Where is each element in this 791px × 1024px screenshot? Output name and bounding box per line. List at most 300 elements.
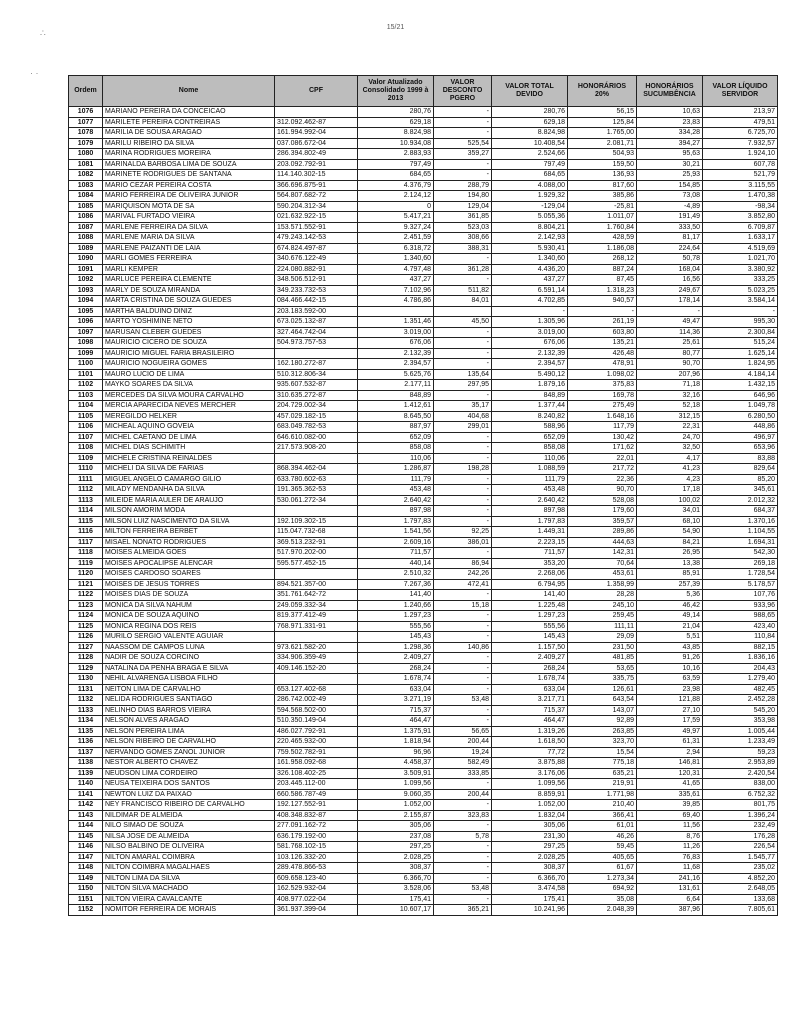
cell-honorarios-sucumbencia: 178,14 [637, 296, 703, 307]
table-row [69, 705, 778, 716]
cell-valor-atualizado: 797,49 [358, 159, 434, 170]
cell-valor-atualizado: 110,06 [358, 453, 434, 464]
cell-nome: MARLI GOMES FERREIRA [103, 254, 275, 265]
cell-cpf: 636.179.192-00 [275, 831, 358, 842]
cell-honorarios-20: 263,85 [568, 726, 637, 737]
cell-nome: NILO SIMAO DE SOUZA [103, 821, 275, 832]
cell-valor-total: 715,37 [492, 705, 568, 716]
cell-nome: NILTON VIEIRA CAVALCANTE [103, 894, 275, 905]
cell-valor-total: 3.875,88 [492, 758, 568, 769]
cell-valor-total: 2.640,42 [492, 495, 568, 506]
cell-valor-desconto: - [434, 863, 492, 874]
cell-honorarios-sucumbencia: 46,42 [637, 600, 703, 611]
cell-nome: MARINETE RODRIGUES DE SANTANA [103, 170, 275, 181]
cell-honorarios-sucumbencia: 17,18 [637, 485, 703, 496]
cell-valor-liquido: 4.519,69 [703, 243, 778, 254]
cell-valor-desconto: 388,31 [434, 243, 492, 254]
cell-valor-liquido: 6.280,50 [703, 411, 778, 422]
cell-honorarios-20: 275,49 [568, 401, 637, 412]
cell-ordem: 1119 [69, 558, 103, 569]
cell-cpf: 277.091.162-72 [275, 821, 358, 832]
cell-valor-atualizado: 237,08 [358, 831, 434, 842]
cell-valor-desconto: - [434, 128, 492, 139]
cell-ordem: 1116 [69, 527, 103, 538]
cell-valor-total: 8.859,91 [492, 789, 568, 800]
cell-nome: MAURO LUCIO DE LIMA [103, 369, 275, 380]
header-valor-liquido: VALOR LÍQUIDO SERVIDOR [703, 76, 778, 107]
cell-valor-desconto: 582,49 [434, 758, 492, 769]
cell-cpf: 486.027.792-91 [275, 726, 358, 737]
table-row [69, 275, 778, 286]
cell-ordem: 1082 [69, 170, 103, 181]
cell-cpf: 510.350.149-04 [275, 716, 358, 727]
cell-valor-desconto: 53,48 [434, 695, 492, 706]
cell-valor-desconto: 200,44 [434, 789, 492, 800]
cell-honorarios-sucumbencia: 394,27 [637, 138, 703, 149]
cell-ordem: 1147 [69, 852, 103, 863]
cell-honorarios-sucumbencia: 8,76 [637, 831, 703, 842]
cell-honorarios-sucumbencia: 76,83 [637, 852, 703, 863]
cell-valor-desconto: 472,41 [434, 579, 492, 590]
cell-ordem: 1125 [69, 621, 103, 632]
cell-honorarios-sucumbencia: 91,26 [637, 653, 703, 664]
table-row [69, 401, 778, 412]
cell-ordem: 1131 [69, 684, 103, 695]
cell-nome: MERCEDES DA SILVA MOURA CARVALHO [103, 390, 275, 401]
cell-honorarios-20: 1.648,16 [568, 411, 637, 422]
cell-honorarios-sucumbencia: 10,16 [637, 663, 703, 674]
cell-nome: MERCIA APARECIDA NEVES MERCHER [103, 401, 275, 412]
cell-valor-atualizado: 2.409,27 [358, 653, 434, 664]
cell-ordem: 1098 [69, 338, 103, 349]
cell-cpf: 361.937.399-04 [275, 905, 358, 916]
table-row [69, 317, 778, 328]
cell-cpf: 103.126.332-20 [275, 852, 358, 863]
cell-valor-liquido: 448,86 [703, 422, 778, 433]
cell-cpf: 286.742.002-49 [275, 695, 358, 706]
cell-honorarios-sucumbencia: 4,23 [637, 474, 703, 485]
cell-valor-total: 1.225,48 [492, 600, 568, 611]
cell-nome: NILTON SILVA MACHADO [103, 884, 275, 895]
cell-honorarios-20: 22,36 [568, 474, 637, 485]
cell-honorarios-20: 405,65 [568, 852, 637, 863]
cell-honorarios-sucumbencia: 224,64 [637, 243, 703, 254]
cell-cpf: 868.394.462-04 [275, 464, 358, 475]
cell-honorarios-20: 359,57 [568, 516, 637, 527]
cell-valor-atualizado: 1.818,94 [358, 737, 434, 748]
cell-cpf [275, 107, 358, 118]
cell-cpf: 153.571.552-91 [275, 222, 358, 233]
cell-valor-total: 2.142,93 [492, 233, 568, 244]
cell-valor-liquido: 2.012,32 [703, 495, 778, 506]
cell-cpf: 973.621.582-20 [275, 642, 358, 653]
cell-honorarios-20: 1.760,84 [568, 222, 637, 233]
cell-valor-desconto: 198,28 [434, 464, 492, 475]
cell-nome: MARIANO PEREIRA DA CONCEICAO [103, 107, 275, 118]
cell-valor-total: -129,04 [492, 201, 568, 212]
cell-honorarios-sucumbencia: 146,81 [637, 758, 703, 769]
cell-nome: MARLENE MARIA DA SILVA [103, 233, 275, 244]
cell-valor-atualizado: 4.376,79 [358, 180, 434, 191]
cell-valor-desconto: 404,68 [434, 411, 492, 422]
cell-nome: NILDIMAR DE ALMEIDA [103, 810, 275, 821]
cell-valor-liquido: 521,79 [703, 170, 778, 181]
cell-ordem: 1124 [69, 611, 103, 622]
cell-honorarios-20: 478,91 [568, 359, 637, 370]
cell-valor-liquido: 1.824,95 [703, 359, 778, 370]
cell-honorarios-sucumbencia: 154,85 [637, 180, 703, 191]
cell-valor-liquido: 838,00 [703, 779, 778, 790]
table-row [69, 296, 778, 307]
cell-valor-atualizado: 2.394,57 [358, 359, 434, 370]
cell-valor-desconto: 140,86 [434, 642, 492, 653]
cell-valor-liquido: 232,49 [703, 821, 778, 832]
cell-valor-liquido: 1.470,38 [703, 191, 778, 202]
cell-valor-atualizado: 711,57 [358, 548, 434, 559]
cell-ordem: 1076 [69, 107, 103, 118]
cell-honorarios-sucumbencia: 49,47 [637, 317, 703, 328]
cell-cpf: 203.092.792-91 [275, 159, 358, 170]
cell-cpf [275, 674, 358, 685]
cell-cpf: 457.029.182-15 [275, 411, 358, 422]
cell-honorarios-20: 2.048,39 [568, 905, 637, 916]
table-row [69, 779, 778, 790]
cell-nome: MIGUEL ANGELO CAMARGO GILIO [103, 474, 275, 485]
table-row [69, 894, 778, 905]
cell-honorarios-20: 426,48 [568, 348, 637, 359]
cell-valor-atualizado: 10.934,08 [358, 138, 434, 149]
cell-ordem: 1107 [69, 432, 103, 443]
cell-valor-desconto: - [434, 684, 492, 695]
cell-valor-liquido: 3.584,14 [703, 296, 778, 307]
cell-valor-atualizado: 3.509,91 [358, 768, 434, 779]
cell-valor-liquido: 107,76 [703, 590, 778, 601]
cell-cpf: 530.061.272-34 [275, 495, 358, 506]
cell-valor-total: 1.157,50 [492, 642, 568, 653]
cell-ordem: 1150 [69, 884, 103, 895]
cell-nome: MOISES APOCALIPSE ALENCAR [103, 558, 275, 569]
cell-ordem: 1111 [69, 474, 103, 485]
cell-nome: MARINA RODRIGUES MOREIRA [103, 149, 275, 160]
table-row [69, 107, 778, 118]
cell-honorarios-sucumbencia: 26,95 [637, 548, 703, 559]
cell-honorarios-20: 217,72 [568, 464, 637, 475]
table-row [69, 516, 778, 527]
cell-valor-total: 848,89 [492, 390, 568, 401]
cell-honorarios-20: 261,19 [568, 317, 637, 328]
cell-honorarios-sucumbencia: 80,77 [637, 348, 703, 359]
cell-nome: MAYKO SOARES DA SILVA [103, 380, 275, 391]
cell-honorarios-20: 1.771,98 [568, 789, 637, 800]
cell-ordem: 1129 [69, 663, 103, 674]
table-row [69, 695, 778, 706]
cell-valor-total: 308,37 [492, 863, 568, 874]
cell-nome: NESTOR ALBERTO CHAVEZ [103, 758, 275, 769]
cell-honorarios-20: 117,79 [568, 422, 637, 433]
cell-cpf: 203.183.592-00 [275, 306, 358, 317]
cell-valor-desconto: - [434, 548, 492, 559]
cell-valor-liquido: 213,97 [703, 107, 778, 118]
cell-valor-total: 3.217,71 [492, 695, 568, 706]
cell-cpf: 021.632.922-15 [275, 212, 358, 223]
cell-honorarios-sucumbencia: 5,51 [637, 632, 703, 643]
table-row [69, 684, 778, 695]
cell-valor-desconto: - [434, 800, 492, 811]
cell-nome: NELSON PEREIRA LIMA [103, 726, 275, 737]
cell-valor-liquido: 646,96 [703, 390, 778, 401]
table-row [69, 726, 778, 737]
cell-honorarios-sucumbencia: 4,17 [637, 453, 703, 464]
cell-honorarios-20: 90,70 [568, 485, 637, 496]
cell-nome: MONICA DE SOUZA AQUINO [103, 611, 275, 622]
cell-valor-total: 3.474,58 [492, 884, 568, 895]
table-row [69, 443, 778, 454]
table-row [69, 222, 778, 233]
cell-valor-atualizado [358, 306, 434, 317]
cell-valor-total: 2.028,25 [492, 852, 568, 863]
cell-valor-total: 1.832,04 [492, 810, 568, 821]
cell-honorarios-sucumbencia: 39,85 [637, 800, 703, 811]
cell-valor-desconto: 56,65 [434, 726, 492, 737]
cell-valor-desconto: 19,24 [434, 747, 492, 758]
cell-nome: MILEIDE MARIA AULER DE ARAUJO [103, 495, 275, 506]
table-row [69, 590, 778, 601]
cell-honorarios-20: 1.098,02 [568, 369, 637, 380]
cell-valor-liquido: 6.752,32 [703, 789, 778, 800]
cell-honorarios-20: 22,01 [568, 453, 637, 464]
cell-valor-atualizado: 9.327,24 [358, 222, 434, 233]
cell-valor-desconto: 361,85 [434, 212, 492, 223]
cell-honorarios-20: 817,60 [568, 180, 637, 191]
cell-honorarios-20: - [568, 306, 637, 317]
cell-valor-atualizado: 141,40 [358, 590, 434, 601]
cell-nome: NEHIL ALVARENGA LISBOA FILHO [103, 674, 275, 685]
cell-valor-desconto: - [434, 359, 492, 370]
cell-honorarios-20: 46,26 [568, 831, 637, 842]
table-row [69, 474, 778, 485]
cell-honorarios-20: 56,15 [568, 107, 637, 118]
cell-ordem: 1085 [69, 201, 103, 212]
cell-honorarios-20: 385,86 [568, 191, 637, 202]
cell-honorarios-20: 2.081,71 [568, 138, 637, 149]
cell-valor-liquido: 1.279,40 [703, 674, 778, 685]
cell-honorarios-20: 268,12 [568, 254, 637, 265]
cell-nome: MICHEL CAETANO DE LIMA [103, 432, 275, 443]
cell-valor-desconto: 365,21 [434, 905, 492, 916]
cell-valor-desconto: - [434, 453, 492, 464]
cell-ordem: 1140 [69, 779, 103, 790]
cell-honorarios-20: 15,54 [568, 747, 637, 758]
header-nome: Nome [103, 76, 275, 107]
cell-valor-liquido: 2.300,84 [703, 327, 778, 338]
cell-ordem: 1106 [69, 422, 103, 433]
cell-valor-atualizado: 453,48 [358, 485, 434, 496]
cell-cpf: 192.127.552-91 [275, 800, 358, 811]
cell-valor-total: 633,04 [492, 684, 568, 695]
cell-honorarios-sucumbencia: 333,50 [637, 222, 703, 233]
cell-nome: MICHEAL AQUINO GOVEIA [103, 422, 275, 433]
cell-ordem: 1099 [69, 348, 103, 359]
cell-valor-atualizado: 1.286,87 [358, 464, 434, 475]
cell-valor-atualizado: 5.625,76 [358, 369, 434, 380]
cell-valor-atualizado: 1.099,56 [358, 779, 434, 790]
cell-honorarios-20: 775,18 [568, 758, 637, 769]
cell-cpf: 408.348.832-87 [275, 810, 358, 821]
cell-valor-liquido: 829,64 [703, 464, 778, 475]
cell-honorarios-20: 29,09 [568, 632, 637, 643]
cell-honorarios-sucumbencia: 387,96 [637, 905, 703, 916]
table-row [69, 348, 778, 359]
cell-valor-total: 175,41 [492, 894, 568, 905]
cell-valor-total: 464,47 [492, 716, 568, 727]
cell-ordem: 1132 [69, 695, 103, 706]
cell-valor-atualizado: 2.177,11 [358, 380, 434, 391]
cell-valor-atualizado: 7.267,36 [358, 579, 434, 590]
cell-cpf: 894.521.357-00 [275, 579, 358, 590]
cell-cpf: 220.465.932-00 [275, 737, 358, 748]
cell-nome: MICHELE CRISTINA REINALDES [103, 453, 275, 464]
cell-honorarios-sucumbencia: 43,85 [637, 642, 703, 653]
cell-ordem: 1086 [69, 212, 103, 223]
cell-valor-atualizado: 6.318,72 [358, 243, 434, 254]
cell-ordem: 1113 [69, 495, 103, 506]
cell-valor-desconto: - [434, 842, 492, 853]
cell-honorarios-sucumbencia: 131,61 [637, 884, 703, 895]
cell-valor-desconto: 525,54 [434, 138, 492, 149]
cell-valor-total: 858,08 [492, 443, 568, 454]
table-row [69, 884, 778, 895]
cell-valor-desconto: - [434, 674, 492, 685]
cell-honorarios-sucumbencia: 121,88 [637, 695, 703, 706]
cell-valor-total: 2.132,39 [492, 348, 568, 359]
cell-valor-total: 268,24 [492, 663, 568, 674]
table-row [69, 873, 778, 884]
cell-valor-total: 797,49 [492, 159, 568, 170]
cell-valor-atualizado: 848,89 [358, 390, 434, 401]
cell-valor-liquido: 176,28 [703, 831, 778, 842]
cell-valor-total: - [492, 306, 568, 317]
cell-cpf: 326.108.402-25 [275, 768, 358, 779]
cell-valor-total: 1.377,44 [492, 401, 568, 412]
cell-valor-atualizado: 268,24 [358, 663, 434, 674]
cell-ordem: 1087 [69, 222, 103, 233]
cell-nome: NELSON RIBEIRO DE CARVALHO [103, 737, 275, 748]
cell-valor-atualizado: 111,79 [358, 474, 434, 485]
cell-honorarios-sucumbencia: - [637, 306, 703, 317]
cell-valor-liquido: 269,18 [703, 558, 778, 569]
cell-honorarios-20: 169,78 [568, 390, 637, 401]
cell-valor-liquido: -98,34 [703, 201, 778, 212]
cell-ordem: 1148 [69, 863, 103, 874]
cell-cpf: 327.464.742-04 [275, 327, 358, 338]
cell-cpf: 819.377.412-49 [275, 611, 358, 622]
cell-nome: MOISES DIAS DE SOUZA [103, 590, 275, 601]
cell-nome: NERVANDO GOMES ZANOL JUNIOR [103, 747, 275, 758]
table-row [69, 422, 778, 433]
cell-valor-liquido: 545,20 [703, 705, 778, 716]
cell-nome: MICHELI DA SILVA DE FARIAS [103, 464, 275, 475]
cell-valor-total: 1.099,56 [492, 779, 568, 790]
cell-valor-liquido: 995,30 [703, 317, 778, 328]
table-row [69, 159, 778, 170]
cell-honorarios-20: 259,45 [568, 611, 637, 622]
cell-valor-liquido: 5.023,25 [703, 285, 778, 296]
cell-valor-liquido: 59,23 [703, 747, 778, 758]
cell-valor-liquido: 684,37 [703, 506, 778, 517]
cell-ordem: 1135 [69, 726, 103, 737]
cell-valor-liquido: - [703, 306, 778, 317]
cell-ordem: 1109 [69, 453, 103, 464]
cell-cpf: 366.696.875-91 [275, 180, 358, 191]
table-row [69, 831, 778, 842]
cell-valor-desconto: 84,01 [434, 296, 492, 307]
cell-honorarios-sucumbencia: 52,18 [637, 401, 703, 412]
cell-valor-total: 676,06 [492, 338, 568, 349]
cell-valor-desconto: - [434, 821, 492, 832]
cell-honorarios-sucumbencia: 21,04 [637, 621, 703, 632]
cell-honorarios-sucumbencia: -4,89 [637, 201, 703, 212]
table-row [69, 569, 778, 580]
cell-ordem: 1081 [69, 159, 103, 170]
table-row [69, 117, 778, 128]
cell-valor-atualizado: 555,56 [358, 621, 434, 632]
cell-nome: MISAEL NONATO RODRIGUES [103, 537, 275, 548]
cell-ordem: 1128 [69, 653, 103, 664]
cell-valor-liquido: 110,84 [703, 632, 778, 643]
cell-valor-total: 555,56 [492, 621, 568, 632]
cell-valor-desconto: 299,01 [434, 422, 492, 433]
cell-valor-total: 684,65 [492, 170, 568, 181]
table-row [69, 506, 778, 517]
cell-cpf: 114.140.302-15 [275, 170, 358, 181]
cell-ordem: 1103 [69, 390, 103, 401]
cell-valor-desconto: - [434, 327, 492, 338]
header-valor-total: VALOR TOTAL DEVIDO [492, 76, 568, 107]
cell-honorarios-20: 375,83 [568, 380, 637, 391]
cell-valor-total: 8.804,21 [492, 222, 568, 233]
header-valor-atualizado: Valor Atualizado Consolidado 1999 à 2013 [358, 76, 434, 107]
cell-valor-desconto: 386,01 [434, 537, 492, 548]
cell-valor-desconto: 242,26 [434, 569, 492, 580]
cell-honorarios-20: 142,31 [568, 548, 637, 559]
cell-valor-total: 305,06 [492, 821, 568, 832]
cell-honorarios-20: 53,65 [568, 663, 637, 674]
cell-honorarios-sucumbencia: 249,67 [637, 285, 703, 296]
cell-valor-liquido: 1.396,24 [703, 810, 778, 821]
cell-valor-atualizado: 629,18 [358, 117, 434, 128]
table-row [69, 191, 778, 202]
cell-honorarios-sucumbencia: 69,40 [637, 810, 703, 821]
cell-ordem: 1105 [69, 411, 103, 422]
cell-ordem: 1117 [69, 537, 103, 548]
cell-honorarios-sucumbencia: 24,70 [637, 432, 703, 443]
cell-valor-desconto: 15,18 [434, 600, 492, 611]
cell-valor-total: 588,96 [492, 422, 568, 433]
cell-valor-atualizado: 2.640,42 [358, 495, 434, 506]
table-row [69, 842, 778, 853]
cell-nome: MARILIA DE SOUSA ARAGAO [103, 128, 275, 139]
cell-valor-liquido: 496,97 [703, 432, 778, 443]
cell-valor-desconto: 45,50 [434, 317, 492, 328]
cell-valor-atualizado: 1.298,36 [358, 642, 434, 653]
table-row [69, 264, 778, 275]
cell-honorarios-20: 231,50 [568, 642, 637, 653]
cell-honorarios-sucumbencia: 17,59 [637, 716, 703, 727]
cell-honorarios-sucumbencia: 32,16 [637, 390, 703, 401]
cell-cpf [275, 453, 358, 464]
cell-cpf: 409.146.152-20 [275, 663, 358, 674]
cell-ordem: 1102 [69, 380, 103, 391]
